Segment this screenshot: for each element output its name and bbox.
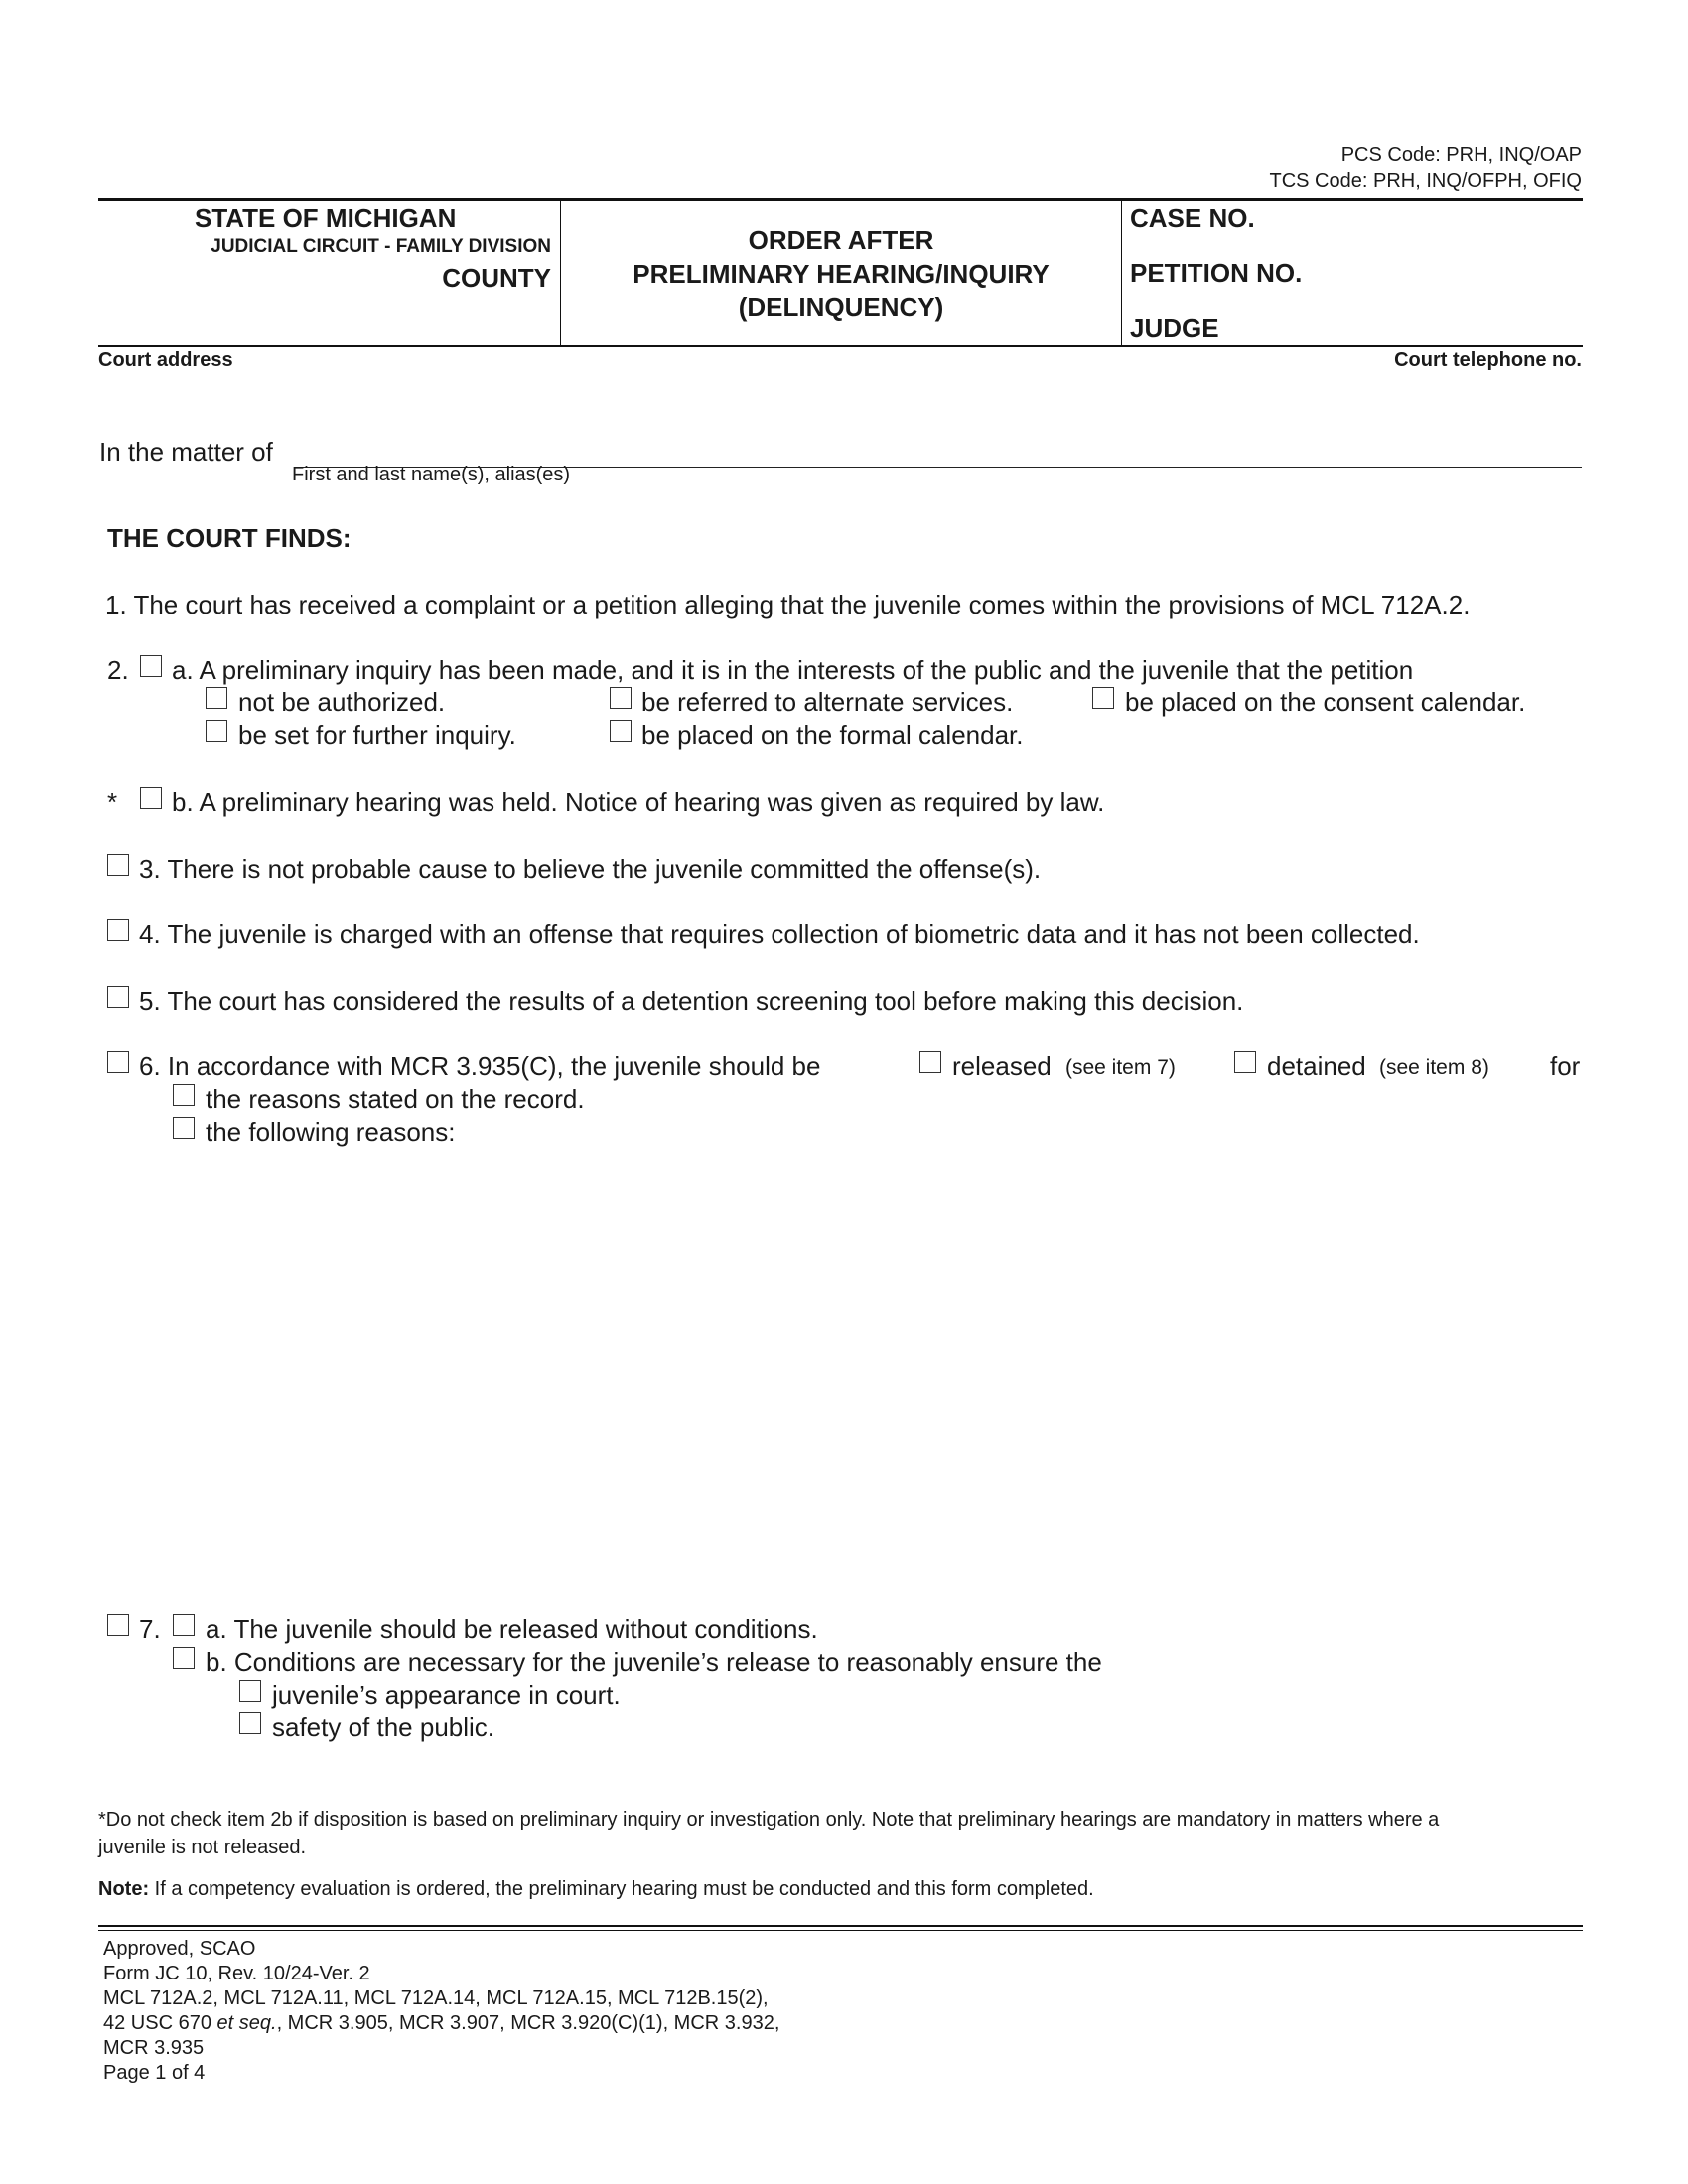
footer-citations-1: MCL 712A.2, MCL 712A.11, MCL 712A.14, MCL 712A.15, MCL 712B.15(2),	[103, 1987, 769, 2009]
item-6-text: 6. In accordance with MCR 3.935(C), the juvenile should be	[139, 1051, 821, 1081]
footer-citations-3: MCR 3.935	[103, 2037, 205, 2059]
reasons-on-record-label: the reasons stated on the record.	[206, 1084, 585, 1114]
star-note-line2: juvenile is not released.	[98, 1837, 307, 1858]
item-4-text: 4. The juvenile is charged with an offense that requires collection of biometric data and it has not been collected.	[139, 919, 1420, 949]
footer-citations-2-italic: et seq.	[216, 2012, 277, 2034]
released-label: released	[952, 1051, 1052, 1081]
item-7a-text: a. The juvenile should be released without conditions.	[206, 1614, 818, 1644]
court-telephone-label: Court telephone no.	[1394, 349, 1582, 371]
footer-citations-2-pre: 42 USC 670	[103, 2012, 217, 2034]
formal-calendar-checkbox[interactable]	[610, 720, 632, 742]
detained-checkbox[interactable]	[1234, 1051, 1256, 1073]
item-7-checkbox[interactable]	[107, 1614, 129, 1636]
county-label: COUNTY	[442, 263, 551, 293]
item-7b-checkbox[interactable]	[173, 1647, 195, 1669]
star-note-line1: *Do not check item 2b if disposition is based on preliminary inquiry or investigation only. Note that preliminary hearings are mandatory in matters where a	[98, 1809, 1440, 1831]
appearance-checkbox[interactable]	[239, 1680, 261, 1702]
tcs-code: TCS Code: PRH, INQ/OFPH, OFIQ	[1269, 170, 1582, 192]
following-reasons-checkbox[interactable]	[173, 1117, 195, 1139]
item-1: 1. The court has received a complaint or a petition alleging that the juvenile comes within the provisions of MCL 712A.2.	[105, 590, 1471, 619]
footer-form-number: Form JC 10, Rev. 10/24-Ver. 2	[103, 1963, 370, 1984]
header-top-rule	[98, 198, 1583, 201]
consent-calendar-checkbox[interactable]	[1092, 687, 1114, 709]
form-title-line1: ORDER AFTER	[748, 225, 934, 255]
item-2b-checkbox[interactable]	[140, 787, 162, 809]
item-2-number: 2.	[107, 655, 129, 685]
following-reasons-label: the following reasons:	[206, 1117, 456, 1147]
pcs-code: PCS Code: PRH, INQ/OAP	[1340, 144, 1582, 166]
note-label: Note:	[98, 1878, 150, 1900]
item-6-for: for	[1550, 1051, 1581, 1081]
further-inquiry-checkbox[interactable]	[206, 720, 227, 742]
item-7b-text: b. Conditions are necessary for the juvenile’s release to reasonably ensure the	[206, 1647, 1102, 1677]
appearance-label: juvenile’s appearance in court.	[272, 1680, 621, 1709]
not-authorized-checkbox[interactable]	[206, 687, 227, 709]
item-4-checkbox[interactable]	[107, 919, 129, 941]
consent-calendar-label: be placed on the consent calendar.	[1125, 687, 1526, 717]
public-safety-label: safety of the public.	[272, 1712, 495, 1742]
item-2b-asterisk: *	[107, 787, 118, 817]
matter-sublabel: First and last name(s), alias(es)	[292, 464, 571, 485]
header-divider-right	[1121, 201, 1122, 345]
footer-rule-bottom	[98, 1930, 1583, 1931]
case-no-label: CASE NO.	[1130, 204, 1255, 233]
item-5-text: 5. The court has considered the results of a detention screening tool before making this decision.	[139, 986, 1244, 1016]
item-6-checkbox[interactable]	[107, 1051, 129, 1073]
item-7a-checkbox[interactable]	[173, 1614, 195, 1636]
item-3-text: 3. There is not probable cause to believe the juvenile committed the offense(s).	[139, 854, 1042, 884]
detained-label: detained	[1267, 1051, 1366, 1081]
released-checkbox[interactable]	[919, 1051, 941, 1073]
not-authorized-label: not be authorized.	[238, 687, 446, 717]
item-2b-text: b. A preliminary hearing was held. Notice of hearing was given as required by law.	[172, 787, 1105, 817]
public-safety-checkbox[interactable]	[239, 1712, 261, 1734]
footer-citations-2	[103, 2012, 779, 2035]
matter-label: In the matter of	[99, 437, 273, 467]
findings-heading: THE COURT FINDS:	[107, 523, 352, 553]
court-address-label: Court address	[98, 349, 233, 371]
judge-label: JUDGE	[1130, 313, 1219, 342]
item-2a-checkbox[interactable]	[140, 655, 162, 677]
petition-no-label: PETITION NO.	[1130, 258, 1303, 288]
footer-approved: Approved, SCAO	[103, 1938, 256, 1960]
competency-note	[98, 1878, 1094, 1901]
item-5-checkbox[interactable]	[107, 986, 129, 1008]
item-7-number: 7.	[139, 1614, 161, 1644]
further-inquiry-label: be set for further inquiry.	[238, 720, 516, 750]
header-bottom-rule	[98, 345, 1583, 347]
alternate-services-checkbox[interactable]	[610, 687, 632, 709]
reasons-on-record-checkbox[interactable]	[173, 1084, 195, 1106]
reasons-text-area[interactable]	[206, 1157, 1582, 1573]
detained-note: (see item 8)	[1379, 1056, 1489, 1079]
item-3-checkbox[interactable]	[107, 854, 129, 876]
released-note: (see item 7)	[1065, 1056, 1176, 1079]
footer-citations-2-post: , MCR 3.905, MCR 3.907, MCR 3.920(C)(1), MCR 3.932,	[276, 2012, 780, 2034]
state-name: STATE OF MICHIGAN	[195, 204, 457, 233]
alternate-services-label: be referred to alternate services.	[641, 687, 1014, 717]
form-title-line2: PRELIMINARY HEARING/INQUIRY	[633, 259, 1050, 289]
footer-page-number: Page 1 of 4	[103, 2062, 206, 2084]
item-2a-text: a. A preliminary inquiry has been made, and it is in the interests of the public and the juvenile that the petition	[172, 655, 1414, 685]
circuit-label: JUDICIAL CIRCUIT - FAMILY DIVISION	[211, 236, 551, 257]
footer-rule-top	[98, 1925, 1583, 1927]
formal-calendar-label: be placed on the formal calendar.	[641, 720, 1024, 750]
form-title-line3: (DELINQUENCY)	[738, 292, 944, 322]
note-text: If a competency evaluation is ordered, the preliminary hearing must be conducted and this form completed.	[149, 1878, 1094, 1900]
